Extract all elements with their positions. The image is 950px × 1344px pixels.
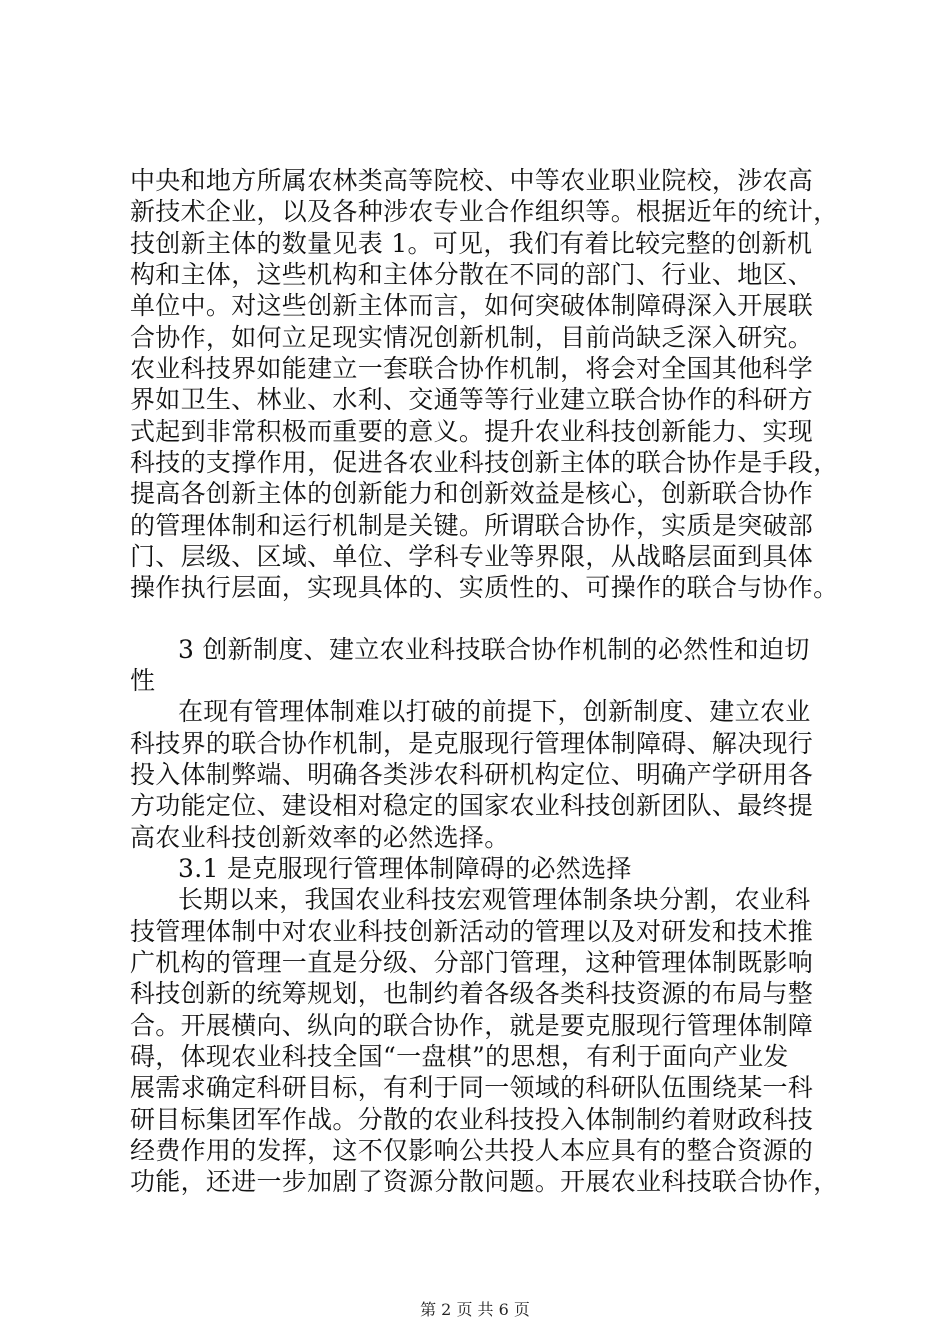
text-line: 长期以来，我国农业科技宏观管理体制条块分割，农业科: [178, 885, 811, 914]
section-heading: 3 创新制度、建立农业科技联合协作机制的必然性和迫切: [178, 635, 810, 664]
text-line: 技创新主体的数量见表 1。可见，我们有着比较完整的创新机: [130, 229, 813, 258]
text-line: 碍，体现农业科技全国“一盘棋”的思想，有利于面向产业发: [130, 1042, 789, 1071]
text-line: 农业科技界如能建立一套联合协作机制，将会对全国其他科学: [130, 354, 814, 383]
text-line: 功能，还进一步加剧了资源分散问题。开展农业科技联合协作，: [130, 1167, 839, 1196]
text-line: 提高各创新主体的创新能力和创新效益是核心，创新联合协作: [130, 479, 814, 508]
text-line: 操作执行层面，实现具体的、实质性的、可操作的联合与协作。: [130, 573, 839, 602]
text-line: 新技术企业，以及各种涉农专业合作组织等。根据近年的统计，: [130, 197, 839, 226]
text-line: 中央和地方所属农林类高等院校、中等农业职业院校，涉农高: [130, 166, 814, 195]
section-heading-continued: 性: [130, 666, 156, 695]
text-line: 方功能定位、建设相对稳定的国家农业科技创新团队、最终提: [130, 791, 814, 820]
text-line: 技管理体制中对农业科技创新活动的管理以及对研发和技术推: [130, 917, 814, 946]
text-line: 合协作，如何立足现实情况创新机制，目前尚缺乏深入研究。: [130, 323, 814, 352]
text-line: 高农业科技创新效率的必然选择。: [130, 823, 510, 852]
text-line: 合。开展横向、纵向的联合协作，就是要克服现行管理体制障: [130, 1011, 814, 1040]
text-line: 在现有管理体制难以打破的前提下，创新制度、建立农业: [178, 697, 811, 726]
text-line: 界如卫生、林业、水利、交通等等行业建立联合协作的科研方: [130, 385, 814, 414]
text-line: 广机构的管理一直是分级、分部门管理，这种管理体制既影响: [130, 948, 814, 977]
text-line: 单位中。对这些创新主体而言，如何突破体制障碍深入开展联: [130, 291, 814, 320]
page-number: 第 2 页 共 6 页: [420, 1300, 530, 1319]
text-line: 经费作用的发挥，这不仅影响公共投人本应具有的整合资源的: [130, 1136, 814, 1165]
text-line: 式起到非常积极而重要的意义。提升农业科技创新能力、实现: [130, 417, 814, 446]
text-line: 投入体制弊端、明确各类涉农科研机构定位、明确产学研用各: [130, 760, 814, 789]
subsection-heading: 3.1 是克服现行管理体制障碍的必然选择: [178, 854, 632, 883]
text-line: 门、层级、区域、单位、学科专业等界限，从战略层面到具体: [130, 542, 814, 571]
text-line: 的管理体制和运行机制是关键。所谓联合协作，实质是突破部: [130, 511, 814, 540]
text-line: 研目标集团军作战。分散的农业科技投入体制制约着财政科技: [130, 1105, 814, 1134]
text-line: 构和主体，这些机构和主体分散在不同的部门、行业、地区、: [130, 260, 814, 289]
text-line: 科技界的联合协作机制，是克服现行管理体制障碍、解决现行: [130, 729, 814, 758]
text-line: 展需求确定科研目标，有利于同一领域的科研队伍围绕某一科: [130, 1073, 814, 1102]
text-line: 科技的支撑作用，促进各农业科技创新主体的联合协作是手段，: [130, 448, 839, 477]
text-line: 科技创新的统筹规划，也制约着各级各类科技资源的布局与整: [130, 979, 814, 1008]
